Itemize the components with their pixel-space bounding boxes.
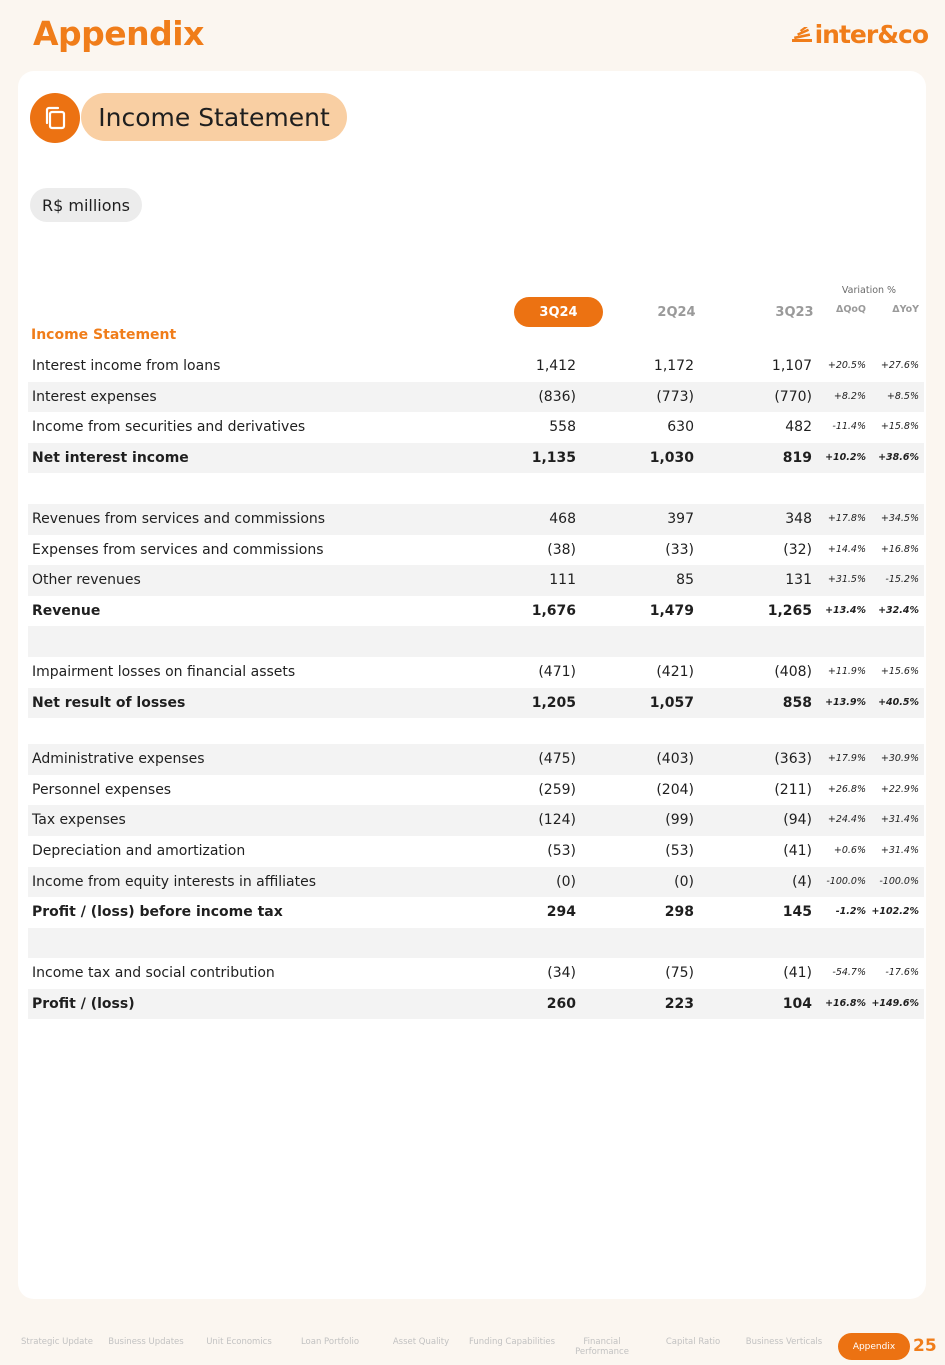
spacer-row — [28, 626, 924, 657]
nav-capital-ratio[interactable]: Capital Ratio — [665, 1337, 721, 1347]
yoy-change: +16.8% — [880, 543, 919, 555]
nav-loan-portfolio[interactable]: Loan Portfolio — [300, 1337, 360, 1347]
value-3q24: (259) — [538, 781, 576, 798]
row-label: Administrative expenses — [32, 751, 205, 768]
row-label: Depreciation and amortization — [32, 842, 246, 859]
value-3q24: (53) — [547, 842, 576, 859]
table-row — [28, 867, 924, 898]
value-2q24: (33) — [665, 541, 694, 558]
unit-badge: R$ millions — [30, 188, 142, 222]
value-3q24: 1,135 — [531, 449, 576, 466]
yoy-change: -17.6% — [885, 967, 919, 979]
row-label: Net result of losses — [32, 694, 186, 711]
row-label: Income from securities and derivatives — [32, 419, 306, 436]
table-row — [28, 535, 924, 566]
yoy-change: +8.5% — [886, 390, 919, 402]
value-3q24: (475) — [538, 751, 576, 768]
qoq-change: -11.4% — [832, 421, 866, 433]
value-3q24: (34) — [547, 965, 576, 982]
value-2q24: 1,172 — [653, 358, 694, 374]
table-row-total — [28, 897, 924, 928]
value-2q24: 223 — [664, 995, 694, 1012]
section-title: Income Statement — [81, 93, 347, 141]
nav-business-verticals[interactable]: Business Verticals — [745, 1337, 823, 1347]
table-row-total — [28, 596, 924, 627]
value-3q23: (94) — [783, 812, 812, 829]
table-row — [28, 744, 924, 775]
qoq-change: +8.2% — [833, 390, 866, 402]
qoq-change: -54.7% — [832, 967, 866, 979]
value-3q24: (836) — [538, 388, 576, 405]
value-3q24: (471) — [538, 663, 576, 680]
qoq-change: +0.6% — [833, 844, 866, 856]
qoq-change: +13.4% — [825, 604, 866, 616]
value-2q24: 1,479 — [649, 602, 694, 619]
footer-nav — [0, 1330, 945, 1365]
value-3q23: 348 — [785, 510, 812, 527]
value-3q24: (38) — [547, 541, 576, 558]
value-3q24: 260 — [546, 995, 576, 1012]
value-2q24: (53) — [665, 842, 694, 859]
value-3q23: 1,265 — [767, 602, 812, 619]
value-3q24: 1,412 — [535, 358, 576, 374]
value-2q24: 85 — [676, 572, 694, 589]
qoq-change: +11.9% — [827, 665, 866, 677]
yoy-change: +149.6% — [871, 997, 919, 1009]
qoq-change: +26.8% — [827, 783, 866, 795]
column-header-qoq: ΔQoQ — [835, 304, 866, 315]
column-header-yoy: ΔYoY — [892, 304, 919, 315]
value-2q24: 630 — [667, 419, 694, 436]
yoy-change: +15.6% — [880, 665, 919, 677]
value-3q23: 131 — [785, 572, 812, 589]
row-label: Tax expenses — [32, 812, 126, 829]
qoq-change: +13.9% — [825, 696, 866, 708]
value-3q23: 482 — [785, 419, 812, 436]
section-icon-badge — [30, 93, 80, 143]
value-2q24: (204) — [656, 781, 694, 798]
table-row — [28, 775, 924, 806]
table-row — [28, 958, 924, 989]
value-3q23: (211) — [774, 781, 812, 798]
value-3q23: 104 — [782, 995, 812, 1012]
yoy-change: -15.2% — [885, 574, 919, 586]
spacer-row — [28, 473, 924, 504]
table-row — [28, 351, 924, 382]
table-row — [28, 836, 924, 867]
value-3q24: 111 — [549, 572, 576, 589]
table-row — [28, 565, 924, 596]
table-row — [28, 382, 924, 413]
variation-heading: Variation % — [841, 285, 897, 296]
nav-asset-quality[interactable]: Asset Quality — [392, 1337, 450, 1347]
nav-business-updates[interactable]: Business Updates — [108, 1337, 184, 1347]
qoq-change: +24.4% — [827, 814, 866, 826]
value-2q24: 397 — [667, 510, 694, 527]
value-2q24: (773) — [656, 388, 694, 405]
yoy-change: +102.2% — [871, 906, 919, 918]
table-row-total — [28, 688, 924, 719]
table-row — [28, 657, 924, 688]
table-row — [28, 805, 924, 836]
yoy-change: +22.9% — [880, 783, 919, 795]
yoy-change: +40.5% — [878, 696, 919, 708]
qoq-change: +20.5% — [827, 360, 866, 371]
yoy-change: +31.4% — [880, 844, 919, 856]
row-label: Personnel expenses — [32, 781, 172, 798]
value-2q24: 1,030 — [649, 449, 694, 466]
yoy-change: +38.6% — [878, 451, 919, 463]
nav-unit-economics[interactable]: Unit Economics — [206, 1337, 272, 1347]
column-header-3q23: 3Q23 — [775, 304, 814, 320]
value-2q24: (0) — [674, 873, 694, 890]
row-label: Revenues from services and commissions — [32, 510, 326, 527]
table-label: Income Statement — [31, 327, 177, 343]
value-3q24: 558 — [549, 419, 576, 436]
row-label: Net interest income — [32, 449, 189, 466]
spacer-row — [28, 928, 924, 959]
value-3q23: 145 — [782, 904, 812, 921]
value-3q24: 1,676 — [531, 602, 576, 619]
value-3q23: (32) — [783, 541, 812, 558]
value-3q23: (408) — [774, 663, 812, 680]
value-3q24: (124) — [538, 812, 576, 829]
row-label: Income tax and social contribution — [32, 965, 275, 982]
nav-financial-performance[interactable]: Financial Performance — [575, 1337, 629, 1357]
row-label: Interest income from loans — [32, 358, 221, 374]
value-2q24: 298 — [664, 904, 694, 921]
value-3q23: (41) — [783, 965, 812, 982]
page-title: Appendix — [33, 14, 204, 53]
value-3q23: 819 — [782, 449, 812, 466]
qoq-change: +16.8% — [825, 997, 866, 1009]
yoy-change: +27.6% — [880, 360, 919, 371]
value-3q24: 468 — [549, 510, 576, 527]
yoy-change: +30.9% — [880, 753, 919, 765]
value-3q24: 294 — [546, 904, 576, 921]
table-row-total — [28, 443, 924, 474]
yoy-change: +31.4% — [880, 814, 919, 826]
qoq-change: +14.4% — [827, 543, 866, 555]
table-row-total — [28, 989, 924, 1020]
value-3q23: (41) — [783, 842, 812, 859]
qoq-change: +17.8% — [827, 512, 866, 524]
yoy-change: +32.4% — [878, 604, 919, 616]
value-3q23: (770) — [774, 388, 812, 405]
row-label: Income from equity interests in affiliates — [32, 873, 317, 890]
value-2q24: (75) — [665, 965, 694, 982]
value-3q23: 858 — [782, 694, 812, 711]
value-3q23: (4) — [792, 873, 812, 890]
table-row — [28, 504, 924, 535]
nav-strategic-update[interactable]: Strategic Update — [21, 1337, 93, 1347]
value-2q24: (421) — [656, 663, 694, 680]
nav-funding-capabilities[interactable]: Funding Capabilities — [468, 1337, 556, 1347]
nav-appendix[interactable]: Appendix — [838, 1333, 910, 1360]
qoq-change: -1.2% — [835, 906, 866, 918]
row-label: Expenses from services and commissions — [32, 541, 324, 558]
column-header-3q24: 3Q24 — [514, 297, 603, 327]
yoy-change: +34.5% — [880, 512, 919, 524]
row-label: Profit / (loss) — [32, 995, 135, 1012]
income-statement-table — [28, 351, 924, 1019]
value-3q24: (0) — [556, 873, 576, 890]
content-card — [18, 71, 926, 1299]
yoy-change: -100.0% — [879, 875, 919, 887]
value-3q23: 1,107 — [771, 358, 812, 374]
row-label: Impairment losses on financial assets — [32, 663, 296, 680]
qoq-change: +31.5% — [827, 574, 866, 586]
yoy-change: +15.8% — [880, 421, 919, 433]
brand-logo — [792, 20, 928, 49]
row-label: Revenue — [32, 602, 101, 619]
copy-icon — [43, 105, 67, 131]
row-label: Interest expenses — [32, 388, 157, 405]
value-3q23: (363) — [774, 751, 812, 768]
column-header-2q24: 2Q24 — [657, 304, 696, 320]
value-2q24: (99) — [665, 812, 694, 829]
row-label: Other revenues — [32, 572, 141, 589]
qoq-change: -100.0% — [826, 875, 866, 887]
spacer-row — [28, 718, 924, 744]
sunburst-icon — [792, 27, 812, 43]
qoq-change: +10.2% — [825, 451, 866, 463]
value-3q24: 1,205 — [531, 694, 576, 711]
table-row — [28, 412, 924, 443]
value-2q24: (403) — [656, 751, 694, 768]
value-2q24: 1,057 — [649, 694, 694, 711]
qoq-change: +17.9% — [827, 753, 866, 765]
row-label: Profit / (loss) before income tax — [32, 904, 283, 921]
brand-name: inter&co — [814, 20, 928, 49]
page-number: 25 — [913, 1336, 937, 1356]
